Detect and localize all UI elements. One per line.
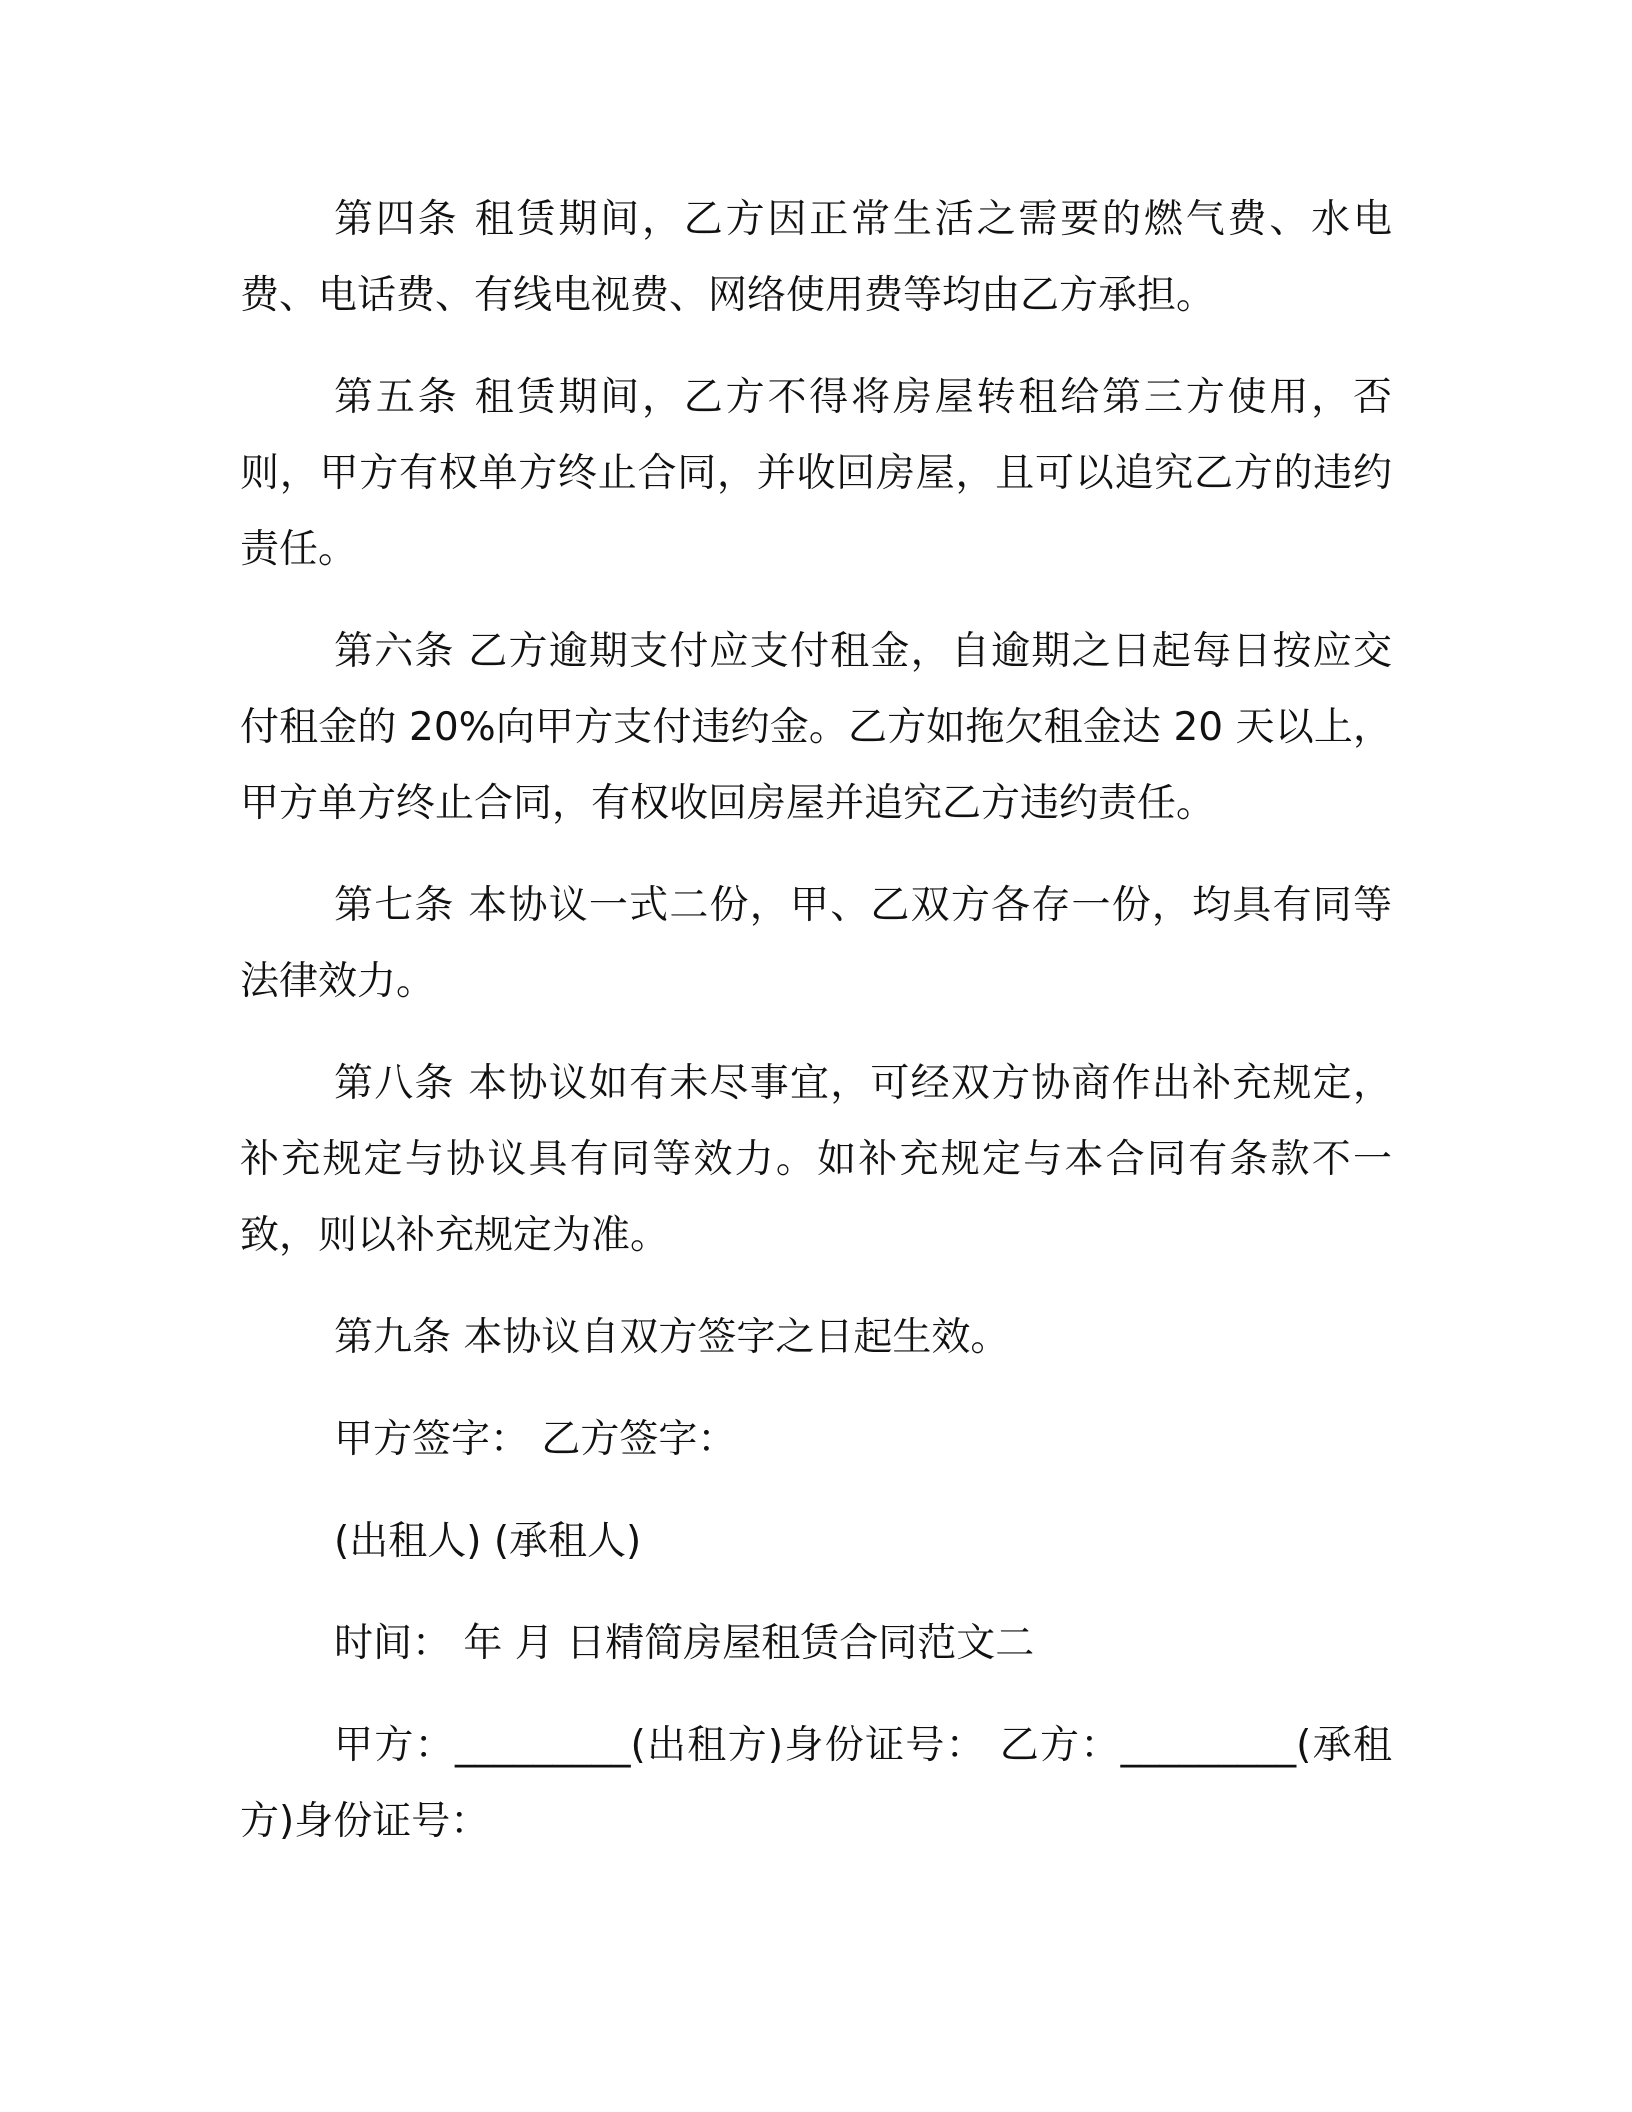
party-roles: (出租人) (承租人) xyxy=(334,1519,642,1564)
clause-4: 第四条 租赁期间，乙方因正常生活之需要的燃气费、水电费、电话费、有线电视费、网络使用费等均由乙方承担。 xyxy=(240,197,1392,318)
clause-6: 第六条 乙方逾期支付应支付租金，自逾期之日起每日按应交付租金的 20%向甲方支付违约金。乙方如拖欠租金达 20 天以上，甲方单方终止合同，有权收回房屋并追究乙方违约责任。 xyxy=(240,629,1392,826)
document-page xyxy=(240,182,1392,1886)
clause-5: 第五条 租赁期间，乙方不得将房屋转租给第三方使用，否则，甲方有权单方终止合同，并收回房屋，且可以追究乙方的违约责任。 xyxy=(240,375,1392,572)
party-identification: 甲方：_________(出租方)身份证号： 乙方：_________(承租方)身份证号： xyxy=(240,1723,1392,1844)
clause-9: 第九条 本协议自双方签字之日起生效。 xyxy=(334,1315,1010,1360)
clause-8: 第八条 本协议如有未尽事宜，可经双方协商作出补充规定，补充规定与协议具有同等效力。如补充规定与本合同有条款不一致，则以补充规定为准。 xyxy=(240,1061,1392,1258)
clause-7: 第七条 本协议一式二份，甲、乙双方各存一份，均具有同等法律效力。 xyxy=(240,883,1392,1004)
signature-line: 甲方签字： 乙方签字： xyxy=(334,1417,737,1462)
date-and-title: 时间： 年 月 日精简房屋租赁合同范文二 xyxy=(334,1621,1035,1666)
